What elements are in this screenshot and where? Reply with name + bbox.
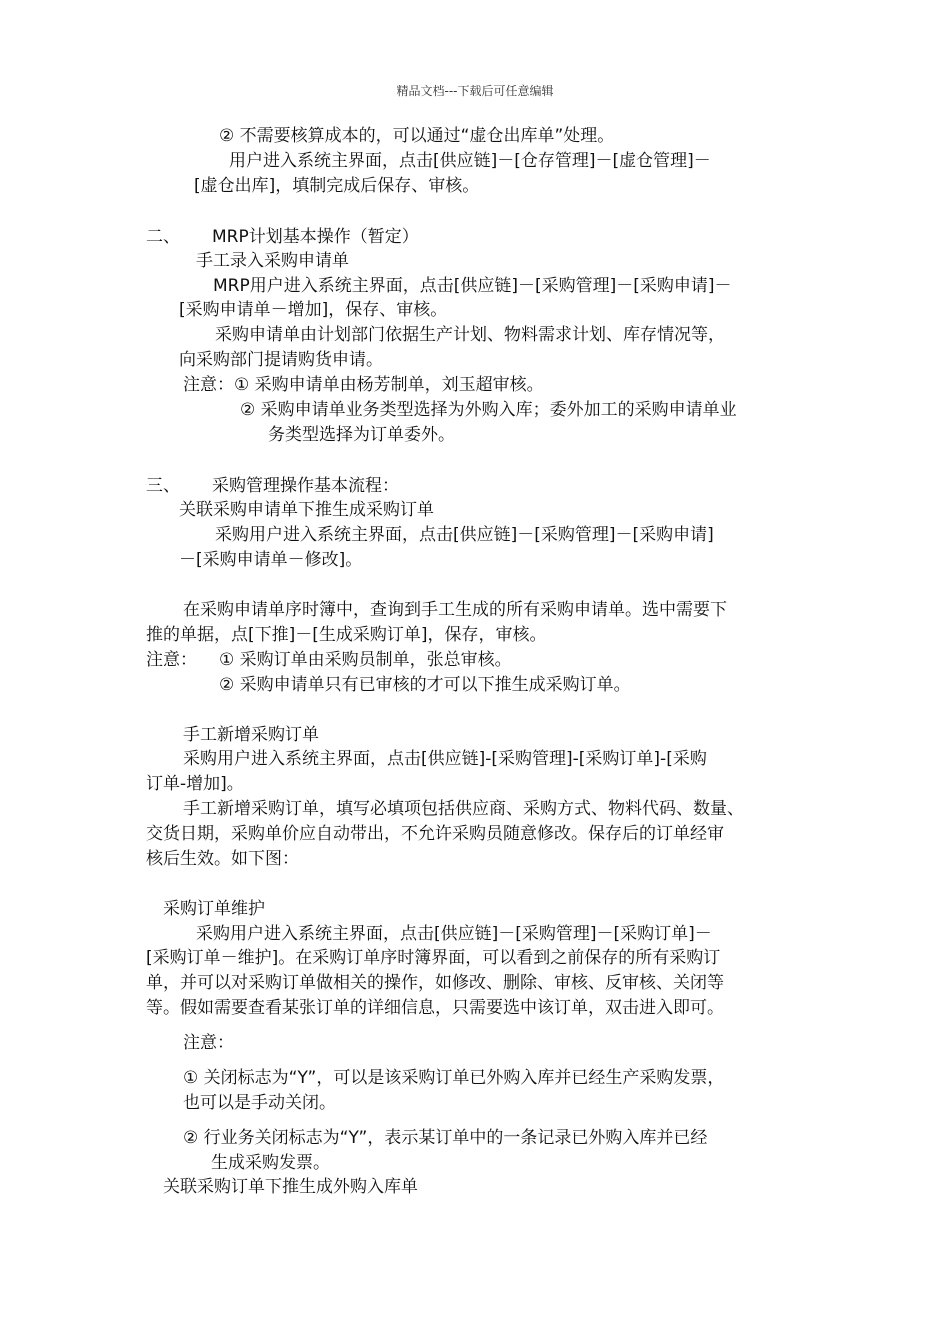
note-line: 也可以是手动关闭。: [183, 1093, 336, 1113]
text-line: 核后生效。如下图：: [146, 849, 299, 869]
section-number: 二、: [146, 227, 180, 247]
text-line: 采购用户进入系统主界面，点击[供应链]－[采购管理]－[采购申请]: [215, 525, 714, 545]
text-line: －[采购申请单－修改]。: [179, 550, 363, 570]
text-line: 单，并可以对采购订单做相关的操作，如修改、删除、审核、反审核、关闭等: [146, 973, 724, 993]
text-line: 用户进入系统主界面，点击[供应链]－[仓存管理]－[虚仓管理]－: [229, 151, 711, 171]
note-line: 注意：① 采购申请单由杨芳制单，刘玉超审核。: [183, 375, 544, 395]
section-title: MRP计划基本操作（暂定）: [212, 227, 419, 247]
text-line: ② 不需要核算成本的，可以通过“虚仓出库单”处理。: [219, 126, 615, 146]
subsection-title: 关联采购订单下推生成外购入库单: [163, 1177, 418, 1197]
subsection-title: 手工录入采购申请单: [196, 251, 349, 271]
text-line: 交货日期，采购单价应自动带出，不允许采购员随意修改。保存后的订单经审: [146, 824, 724, 844]
note-line: ② 采购申请单只有已审核的才可以下推生成采购订单。: [219, 675, 631, 695]
text-line: [采购订单－维护]。在采购订单序时簿界面，可以看到之前保存的所有采购订: [146, 948, 721, 968]
note-line: 务类型选择为订单委外。: [268, 425, 455, 445]
subsection-title: 关联采购申请单下推生成采购订单: [179, 500, 434, 520]
text-line: 订单-增加]。: [146, 774, 244, 794]
subsection-title: 手工新增采购订单: [183, 725, 319, 745]
text-line: [采购申请单－增加]，保存、审核。: [179, 300, 448, 320]
text-line: 在采购申请单序时簿中，查询到手工生成的所有采购申请单。选中需要下: [183, 600, 727, 620]
text-line: 向采购部门提请购货申请。: [179, 350, 383, 370]
note-line: ① 关闭标志为“Y”，可以是该采购订单已外购入库并已经生产采购发票，: [183, 1068, 725, 1088]
note-label: 注意：: [146, 650, 197, 670]
section-title: 采购管理操作基本流程：: [212, 476, 399, 496]
text-line: 采购用户进入系统主界面，点击[供应链]-[采购管理]-[采购订单]-[采购: [183, 749, 707, 769]
text-line: 采购申请单由计划部门依据生产计划、物料需求计划、库存情况等，: [215, 325, 725, 345]
text-line: 手工新增采购订单，填写必填项包括供应商、采购方式、物料代码、数量、: [183, 799, 744, 819]
text-line: 采购用户进入系统主界面，点击[供应链]－[采购管理]－[采购订单]－: [196, 924, 712, 944]
note-line: ② 采购申请单业务类型选择为外购入库；委外加工的采购申请单业: [240, 400, 737, 420]
note-line: ② 行业务关闭标志为“Y”，表示某订单中的一条记录已外购入库并已经: [183, 1128, 708, 1148]
note-label: 注意：: [183, 1033, 234, 1053]
text-line: MRP用户进入系统主界面，点击[供应链]－[采购管理]－[采购申请]－: [213, 276, 732, 296]
text-line: 等。假如需要查看某张订单的详细信息，只需要选中该订单，双击进入即可。: [146, 998, 724, 1018]
note-line: 生成采购发票。: [211, 1153, 330, 1173]
page-header: 精品文档---下载后可任意编辑: [396, 84, 554, 98]
section-number: 三、: [146, 476, 180, 496]
text-line: [虚仓出库]，填制完成后保存、审核。: [194, 176, 480, 196]
note-line: ① 采购订单由采购员制单，张总审核。: [219, 650, 512, 670]
subsection-title: 采购订单维护: [163, 899, 265, 919]
text-line: 推的单据，点[下推]－[生成采购订单]，保存，审核。: [146, 625, 547, 645]
